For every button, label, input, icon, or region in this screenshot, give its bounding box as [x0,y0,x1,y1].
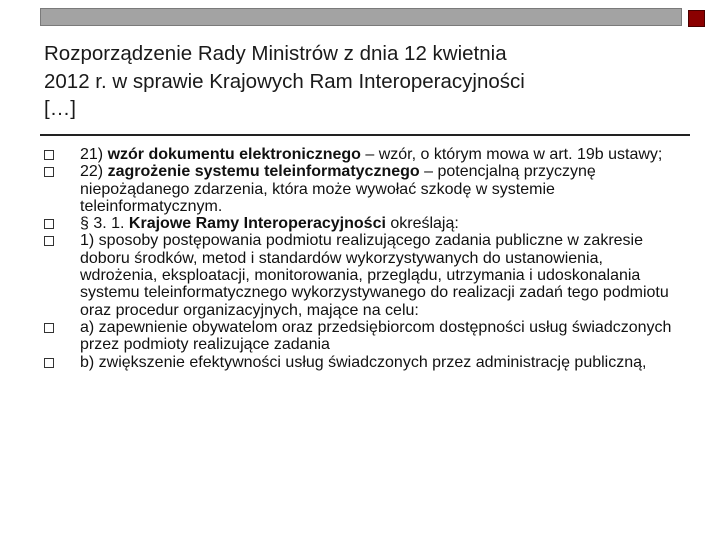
title-line-3: […] [44,97,76,120]
item-prefix: § 3. 1. [80,215,129,233]
slide-title [44,40,684,123]
item-text: – potencjalną przyczynę niepożądanego zdarzenia, która może wywołać szkodę w systemie teleinformatycznym. [80,163,596,215]
top-decorative-bar [40,8,682,26]
square-bullet-icon [44,358,54,368]
list-item [44,232,684,318]
title-line-2: 2012 r. w sprawie Krajowych Ram Interoperacyjności [44,69,525,93]
square-bullet-icon [44,167,54,177]
square-bullet-icon [44,219,54,229]
title-line-1: Rozporządzenie Rady Ministrów z dnia 12 kwietnia [44,42,507,65]
square-bullet-icon [44,150,54,160]
title-divider [40,134,690,136]
item-text: a) zapewnienie obywatelom oraz przedsiębiorcom dostępności usług świadczonych przez podmioty realizujące zadania [80,318,672,354]
list-item [44,163,684,215]
bullet-list [44,146,684,371]
square-bullet-icon [44,323,54,333]
corner-square-icon [688,10,705,27]
list-item [44,215,684,232]
list-item [44,354,684,371]
square-bullet-icon [44,236,54,246]
item-prefix: 21) [80,146,108,163]
item-prefix: 22) [80,163,108,181]
item-text: – wzór, o którym mowa w art. 19b ustawy; [360,146,663,163]
list-item [44,146,684,163]
item-bold-term: Krajowe Ramy Interoperacyjności [128,215,386,233]
item-text: określają: [385,215,459,233]
item-text: 1) sposoby postępowania podmiotu realizującego zadania publiczne w zakresie doboru środków, metod i standardów wykorzystywanych do ustanowienia, wdrożenia, eksploatacji, monitorowania, przeglądu, utrzymania i udoskonalania systemu teleinformatycznego wykorzystywanego do realizacji zadań tego podmiotu oraz procedur organizacyjnych, mające na celu: [80,232,669,319]
item-bold-term: wzór dokumentu elektronicznego [107,146,361,163]
item-bold-term: zagrożenie systemu teleinformatycznego [107,163,420,181]
list-item [44,319,684,354]
item-text: b) zwiększenie efektywności usług świadczonych przez administrację publiczną, [80,353,647,371]
